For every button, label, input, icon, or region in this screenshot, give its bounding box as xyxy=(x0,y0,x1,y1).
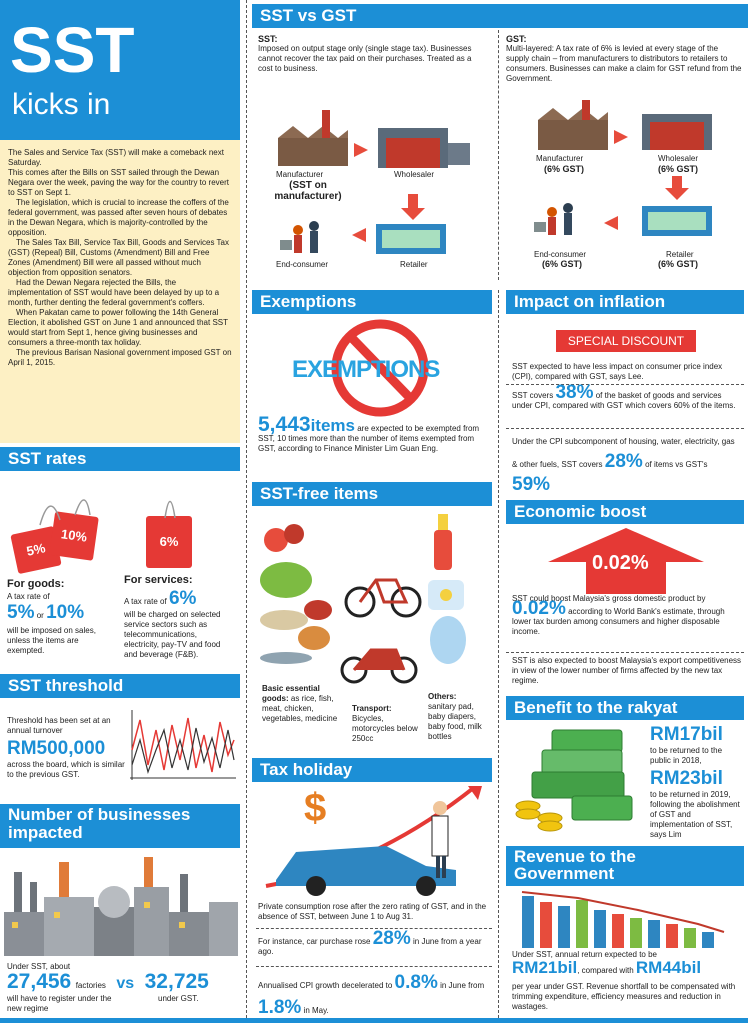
divider-mid xyxy=(498,290,499,1023)
gst-text: Multi-layered: A tax rate of 6% is levied at every stage of the supply chain – from manufacturers to distributors to retailers to consumers. Businesses can make a claim for GST refund from the Government. xyxy=(506,44,742,83)
sst-vs-gst-header: SST vs GST xyxy=(252,4,748,28)
basic-goods-title: Basic essential goods: xyxy=(262,684,320,703)
gst-housing-coverage: 59% xyxy=(512,474,551,495)
businesses-post2: under GST. xyxy=(158,994,199,1003)
goods-rates xyxy=(7,602,84,624)
sst-manufacturer-note: (SST on manufacturer) xyxy=(274,180,342,202)
price-tag-6: 6% xyxy=(146,516,192,568)
goods-post: will be imposed on sales, unless the items are exempted. xyxy=(7,626,96,655)
tax-holiday-p1: Private consumption rose after the zero rating of GST, and in the absence of SST, between June 1 to Aug 31. xyxy=(258,902,487,921)
goods-rate-10: 10% xyxy=(46,602,85,623)
economic-arrow-value: 0.02% xyxy=(592,552,649,574)
gst-manufacturer-note: (6% GST) xyxy=(544,164,585,174)
inflation-divider-1 xyxy=(506,384,744,385)
volatile-lines-icon xyxy=(130,710,236,788)
sst-wholesaler-label: Wholesaler xyxy=(394,170,435,179)
exemptions-stamp-text: EXEMPTIONS xyxy=(292,356,440,383)
tax-holiday-p3 xyxy=(258,972,492,1022)
intro-paragraph: The legislation, which is crucial to increase the coffers of the federal government, was passed after seven hours of debates in the Dewan Negara, which is majority-controlled by the opposition. xyxy=(8,198,229,237)
revenue-gst: RM44bil xyxy=(635,958,702,977)
rakyat-2019-value: 23 xyxy=(679,768,701,789)
revenue-header: Revenue to the Government xyxy=(506,846,744,886)
sst-title: SST: xyxy=(258,34,278,44)
factories-unit: factories xyxy=(75,981,106,990)
rakyat-2018-value: 17 xyxy=(679,724,701,745)
exemptions-text: are expected to be exempted from SST, 10 times more than the number of items exempted from GST, according to Finance Minister Lim Guan Eng. xyxy=(258,424,480,453)
rakyat-2018 xyxy=(650,724,723,746)
services-post: will be charged on selected service sectors such as telecommunications, electricity, pay-TV and food and beverage (F&B). xyxy=(124,610,221,659)
rakyat-2019-text: to be returned in 2019, following the abolishment of GST and implementation of SST, says Lim xyxy=(650,790,740,839)
goods-or: or xyxy=(36,611,44,620)
tax-holiday-p2 xyxy=(258,928,492,957)
economic-p1 xyxy=(512,594,742,637)
goods-label: For goods: xyxy=(7,578,65,590)
others-text: sanitary pad, baby diapers, baby food, milk bottles xyxy=(428,702,482,741)
essential-goods-icon xyxy=(256,510,492,690)
sst-manufacturer-label: Manufacturer xyxy=(276,170,324,179)
transport-caption xyxy=(352,704,424,744)
services-pre: A tax rate of xyxy=(124,597,167,606)
others-caption xyxy=(428,692,492,742)
factory-illustration xyxy=(4,852,238,961)
cpi-june: 0.8% xyxy=(394,972,438,993)
bottom-bar xyxy=(0,1018,748,1023)
inflation-p3-mid: of items vs GST's xyxy=(645,460,708,469)
revenue-values xyxy=(512,958,701,978)
dollar-sign: $ xyxy=(304,786,327,830)
services-label: For services: xyxy=(124,574,193,586)
exemptions-value: 5,443 xyxy=(258,413,311,436)
revenue-chart xyxy=(518,890,730,953)
sst-cpi-coverage: 38% xyxy=(555,382,594,403)
intro-paragraph: This comes after the Bills on SST sailed through the Dewan Negara over the week, paving the way for the country to revert to SST on Sept 1. xyxy=(8,168,230,197)
tax-holiday-p2-pre: For instance, car purchase rose xyxy=(258,937,371,946)
exemptions-header: Exemptions xyxy=(252,290,492,314)
rakyat-2018-text: to be returned to the public in 2018, xyxy=(650,746,723,765)
factories-gst: 32,725 xyxy=(144,970,209,993)
goods-pre: A tax rate of xyxy=(7,592,50,601)
versus: vs xyxy=(116,975,135,992)
rakyat-2019-unit: bil xyxy=(700,768,723,789)
intro-paragraph: The Sales Tax Bill, Service Tax Bill, Goods and Services Tax (GST) (Repeal) Bill, Customs (Amendment) Bill and Free Zones (Amendment) Bill were all passed without much objection from opposition senators. xyxy=(8,238,229,277)
intro-paragraph: The previous Barisan Nasional government imposed GST on April 1, 2015. xyxy=(8,348,232,367)
economic-p1-post: according to World Bank's estimate, through lower tax burden among consumers and higher disposable income. xyxy=(512,607,725,636)
sst-free-illustration xyxy=(256,510,492,695)
businesses-header: Number of businesses impacted xyxy=(0,804,240,848)
transport-title: Transport: xyxy=(352,704,392,713)
sst-text: Imposed on output stage only (single stage tax). Businesses cannot recover the tax paid on their purchases. Treated as a cost to business. xyxy=(258,44,472,73)
tax-holiday-divider-2 xyxy=(256,966,492,967)
revenue-post: per year under GST. Revenue shortfall to be compensated with trimming expenditure, efficiency measures and reduction in wastages. xyxy=(512,982,736,1011)
transport-text: Bicycles, motorcycles below 250cc xyxy=(352,714,418,743)
exemptions-body xyxy=(258,413,492,454)
tag-string-icon xyxy=(30,480,200,530)
services-rate xyxy=(124,588,196,610)
factory-icon xyxy=(4,852,238,956)
rakyat-2019-prefix: RM xyxy=(650,768,680,789)
tax-holiday-p3-mid: in June from xyxy=(440,981,485,990)
gst-retailer-note: (6% GST) xyxy=(658,259,699,269)
intro-paragraph: The Sales and Service Tax (SST) will make a comeback next Saturday. xyxy=(8,148,224,167)
gst-manufacturer-label: Manufacturer xyxy=(536,154,584,163)
sst-housing-coverage: 28% xyxy=(604,451,643,472)
sst-consumer-label: End-consumer xyxy=(276,260,329,269)
rakyat-2019 xyxy=(650,768,723,790)
title-kicks-in: kicks in xyxy=(12,88,111,121)
car-purchase-rise: 28% xyxy=(372,928,411,949)
basic-goods-caption xyxy=(262,684,342,724)
threshold-chart xyxy=(130,710,236,793)
sst-rates-header: SST rates xyxy=(0,447,240,471)
threshold-pre: Threshold has been set at an annual turnover xyxy=(7,716,111,735)
divider-sst-gst xyxy=(498,30,499,280)
basic-goods-text: as rice, fish, meat, chicken, vegetables, medicine xyxy=(262,694,338,723)
inflation-divider-2 xyxy=(506,428,744,429)
intro-box xyxy=(0,140,240,443)
tag-strings xyxy=(30,480,200,535)
intro-paragraph: When Pakatan came to power following the 14th General Election, it abolished GST on June 1 and announced that SST would start from Sept 1, hence giving businesses and consumers a three-month tax holiday. xyxy=(8,308,228,347)
services-rate-6: 6% xyxy=(168,588,197,609)
tax-holiday-p2-post: in June from a year ago. xyxy=(258,937,482,956)
businesses-post1: will have to register under the new regime xyxy=(7,994,112,1013)
others-title: Others: xyxy=(428,692,457,701)
intro-paragraph: Had the Dewan Negara rejected the Bills, the implementation of SST would have been delayed by up to a month, further denting the federal government's coffers. xyxy=(8,278,220,307)
price-tag-10: 10% xyxy=(49,511,99,561)
factories-sst: 27,456 xyxy=(7,970,72,993)
inflation-p2-pre: SST covers xyxy=(512,391,554,400)
tax-holiday-illustration xyxy=(256,786,492,901)
economic-p1-pre: SST could boost Malaysia's gross domestic product by xyxy=(512,594,706,603)
economic-header: Economic boost xyxy=(506,500,744,524)
tax-holiday-p3-post: in May. xyxy=(303,1006,329,1015)
tax-holiday-header: Tax holiday xyxy=(252,758,492,782)
gst-wholesaler-label: Wholesaler xyxy=(658,154,699,163)
inflation-p3 xyxy=(512,432,742,498)
goods-rate-5: 5% xyxy=(7,602,35,623)
inflation-p3-pre: Under the CPI subcomponent of housing, water, electricity, gas & other fuels, SST covers xyxy=(512,437,735,469)
inflation-p2 xyxy=(512,382,742,411)
economic-divider xyxy=(506,652,744,653)
revenue-sst: RM21bil xyxy=(512,958,578,977)
economic-p2: SST is also expected to boost Malaysia's export competitiveness in view of the lower number of firms affected by the new tax regime. xyxy=(512,656,742,685)
rakyat-2018-prefix: RM xyxy=(650,724,680,745)
threshold-header: SST threshold xyxy=(0,674,240,698)
divider-left xyxy=(246,0,247,1023)
revenue-pre: Under SST, annual return expected to be xyxy=(512,950,657,959)
inflation-header: Impact on inflation xyxy=(506,290,744,314)
inflation-p1: SST expected to have less impact on consumer price index (CPI), compared with GST, says Lee. xyxy=(512,362,723,381)
discount-banner: SPECIAL DISCOUNT xyxy=(556,330,696,352)
rakyat-2018-unit: bil xyxy=(700,724,723,745)
sst-retailer-label: Retailer xyxy=(400,260,428,269)
sst-free-header: SST-free items xyxy=(252,482,492,506)
car-growth-icon xyxy=(256,786,492,896)
money-stack-icon xyxy=(512,726,642,836)
gst-consumer-label: End-consumer xyxy=(534,250,587,259)
revenue-mid: , compared with xyxy=(577,966,634,975)
rakyat-header: Benefit to the rakyat xyxy=(506,696,744,720)
businesses-numbers xyxy=(7,970,209,994)
threshold-post: across the board, which is similar to the previous GST. xyxy=(7,760,125,779)
gst-consumer-note: (6% GST) xyxy=(542,259,583,269)
cpi-may: 1.8% xyxy=(258,997,302,1018)
gst-retailer-label: Retailer xyxy=(666,250,694,259)
tax-holiday-p3-pre: Annualised CPI growth decelerated to xyxy=(258,981,393,990)
declining-bars-icon xyxy=(518,890,730,948)
gst-title: GST: xyxy=(506,34,527,44)
money-illustration xyxy=(512,726,642,841)
gst-wholesaler-note: (6% GST) xyxy=(658,164,699,174)
inflation-p2-post: of the basket of goods and services under CPI, compared with GST which covers 60% of the items. xyxy=(512,391,736,410)
businesses-pre: Under SST, about xyxy=(7,962,71,971)
gdp-boost: 0.02% xyxy=(512,598,566,619)
exemptions-unit: items xyxy=(310,416,355,435)
threshold-value: RM500,000 xyxy=(7,738,106,759)
price-tag-5: 5% xyxy=(10,526,61,574)
title-sst: SST xyxy=(10,14,135,86)
